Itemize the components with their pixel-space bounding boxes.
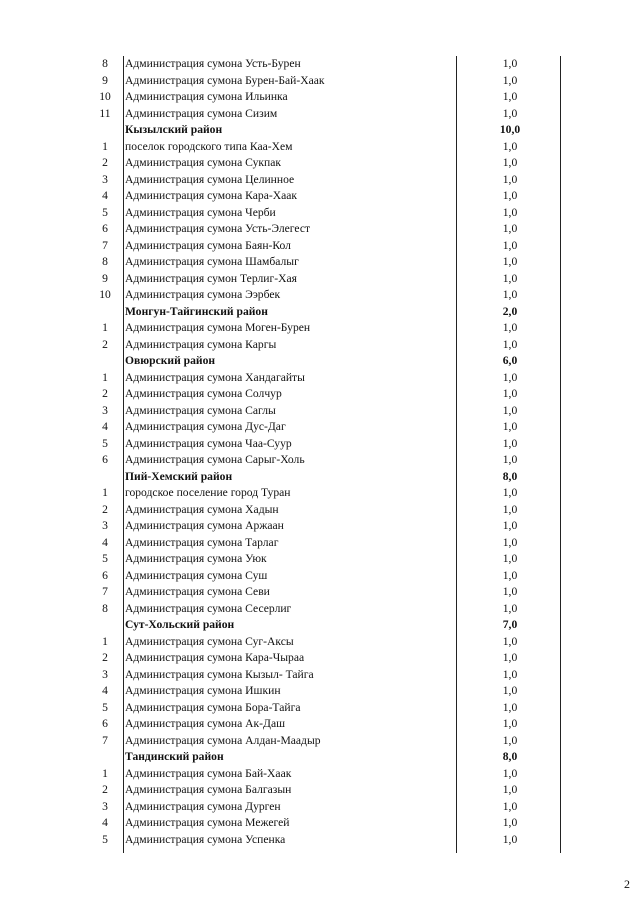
row-number: 1 xyxy=(102,766,108,780)
administration-name: Администрация сумона Севи xyxy=(125,585,270,598)
administration-name: Администрация сумона Дус-Даг xyxy=(125,420,286,433)
table-row xyxy=(88,568,562,585)
district-row xyxy=(88,304,562,321)
row-number: 9 xyxy=(102,73,108,87)
administration-name: Администрация сумона Хадын xyxy=(125,502,279,516)
administration-name: Администрация сумона Суг-Аксы xyxy=(125,634,294,648)
administration-name: Администрация сумон Терлиг-Хая xyxy=(125,271,297,285)
district-name: Пий-Хемский район xyxy=(125,469,233,483)
row-value: 1,0 xyxy=(502,436,518,450)
administration-name: Администрация сумона Усть-Элегест xyxy=(125,222,311,235)
table-row xyxy=(88,766,562,783)
row-number: 5 xyxy=(102,700,108,714)
row-value: 1,0 xyxy=(502,255,518,268)
table-row xyxy=(88,452,562,469)
administration-name: Администрация сумона Ишкин xyxy=(125,684,281,697)
table-row xyxy=(88,238,562,255)
district-name: Тандинский район xyxy=(125,750,224,763)
row-value: 1,0 xyxy=(502,139,518,153)
row-number: 3 xyxy=(102,799,108,813)
row-value: 1,0 xyxy=(502,73,518,87)
table-row xyxy=(88,584,562,601)
row-number: 8 xyxy=(102,601,108,615)
table-body xyxy=(88,56,562,848)
administration-name: Администрация сумона Ильинка xyxy=(125,90,288,103)
district-total: 10,0 xyxy=(499,123,521,136)
table-row xyxy=(88,56,562,73)
row-number: 1 xyxy=(102,139,108,153)
administration-name: Администрация сумона Суш xyxy=(125,568,268,582)
administration-name: Администрация сумона Кара-Чыраа xyxy=(125,651,305,664)
table-row xyxy=(88,403,562,420)
table-row xyxy=(88,139,562,156)
administration-name: Администрация сумона Хандагайты xyxy=(125,370,305,384)
table-row xyxy=(88,419,562,436)
row-number: 6 xyxy=(102,717,108,730)
administration-name: Администрация сумона Усть-Бурен xyxy=(125,57,301,70)
administration-name: Администрация сумона Каргы xyxy=(125,337,277,351)
allocation-table xyxy=(88,56,562,848)
administration-name: Администрация сумона Солчур xyxy=(125,387,282,400)
district-name: Монгун-Тайгинский район xyxy=(125,304,268,318)
row-number: 6 xyxy=(102,222,108,235)
row-number: 3 xyxy=(102,667,108,681)
district-total: 7,0 xyxy=(502,618,518,631)
row-number: 2 xyxy=(102,783,108,796)
table-row xyxy=(88,650,562,667)
administration-name: Администрация сумона Сесерлиг xyxy=(125,601,292,615)
row-number: 6 xyxy=(102,568,108,582)
row-value: 1,0 xyxy=(502,222,518,235)
row-value: 1,0 xyxy=(502,486,518,499)
table-row xyxy=(88,436,562,453)
row-value: 1,0 xyxy=(502,651,518,664)
table-row xyxy=(88,155,562,172)
row-number: 1 xyxy=(102,321,108,334)
district-name: Кызылский район xyxy=(125,123,223,136)
row-value: 1,0 xyxy=(502,288,518,301)
table-row xyxy=(88,320,562,337)
row-number: 8 xyxy=(102,57,108,70)
row-value: 1,0 xyxy=(502,519,518,532)
row-number: 3 xyxy=(102,519,108,532)
row-value: 1,0 xyxy=(502,667,518,681)
row-value: 1,0 xyxy=(502,321,518,334)
administration-name: Администрация сумона Ээрбек xyxy=(125,288,281,301)
table-row xyxy=(88,535,562,552)
administration-name: Администрация сумона Кара-Хаак xyxy=(125,189,298,202)
table-row xyxy=(88,73,562,90)
row-value: 1,0 xyxy=(502,90,518,103)
row-number: 4 xyxy=(102,420,108,433)
administration-name: Администрация сумона Бурен-Бай-Хаак xyxy=(125,73,325,87)
table-row xyxy=(88,733,562,750)
row-number: 2 xyxy=(102,337,108,351)
district-total: 2,0 xyxy=(502,304,518,318)
administration-name: Администрация сумона Дурген xyxy=(125,799,281,813)
district-row xyxy=(88,353,562,370)
table-row xyxy=(88,188,562,205)
table-row xyxy=(88,386,562,403)
administration-name: Администрация сумона Алдан-Маадыр xyxy=(125,733,321,747)
row-value: 1,0 xyxy=(502,700,518,714)
row-number: 5 xyxy=(102,832,108,846)
district-row xyxy=(88,122,562,139)
administration-name: Администрация сумона Баян-Кол xyxy=(125,238,291,252)
administration-name: Администрация сумона Бай-Хаак xyxy=(125,766,292,780)
row-number: 1 xyxy=(102,634,108,648)
district-name: Сут-Хольский район xyxy=(125,618,235,631)
row-number: 1 xyxy=(102,486,108,499)
row-value: 1,0 xyxy=(502,684,518,697)
administration-name: Администрация сумона Саглы xyxy=(125,403,276,417)
administration-name: Администрация сумона Тарлаг xyxy=(125,535,279,549)
row-number: 7 xyxy=(102,733,108,747)
administration-name: Администрация сумона Ак-Даш xyxy=(125,717,286,730)
table-row xyxy=(88,832,562,849)
row-value: 1,0 xyxy=(502,783,518,796)
administration-name: Администрация сумона Чаа-Суур xyxy=(125,436,292,450)
row-value: 1,0 xyxy=(502,271,518,285)
row-number: 2 xyxy=(102,156,108,169)
row-value: 1,0 xyxy=(502,832,518,846)
page-number: 2 xyxy=(624,877,630,891)
administration-name: Администрация сумона Успенка xyxy=(125,832,286,846)
row-value: 1,0 xyxy=(502,420,518,433)
table-row xyxy=(88,254,562,271)
row-value: 1,0 xyxy=(502,453,518,466)
administration-name: Администрация сумона Сукпак xyxy=(125,156,282,169)
district-total: 8,0 xyxy=(502,750,518,763)
table-row xyxy=(88,485,562,502)
table-row xyxy=(88,634,562,651)
row-number: 2 xyxy=(102,387,108,400)
administration-name: поселок городского типа Каа-Хем xyxy=(125,139,293,153)
table-row xyxy=(88,106,562,123)
row-value: 1,0 xyxy=(502,733,518,747)
administration-name: Администрация сумона Кызыл- Тайга xyxy=(125,667,314,681)
district-name: Овюрский район xyxy=(125,354,216,367)
table-row xyxy=(88,683,562,700)
table-row xyxy=(88,551,562,568)
row-value: 1,0 xyxy=(502,189,518,202)
table-row xyxy=(88,89,562,106)
table-row xyxy=(88,815,562,832)
table-row xyxy=(88,782,562,799)
row-number: 1 xyxy=(102,370,108,384)
row-value: 1,0 xyxy=(502,205,518,219)
table-row xyxy=(88,172,562,189)
table-row xyxy=(88,370,562,387)
administration-name: Администрация сумона Аржаан xyxy=(125,519,284,532)
row-value: 1,0 xyxy=(502,370,518,384)
row-value: 1,0 xyxy=(502,238,518,252)
row-number: 4 xyxy=(102,189,108,202)
administration-name: городское поселение город Туран xyxy=(125,486,291,499)
table-row xyxy=(88,271,562,288)
row-number: 8 xyxy=(102,255,108,268)
row-value: 1,0 xyxy=(502,57,518,70)
table-row xyxy=(88,518,562,535)
administration-name: Администрация сумона Шамбалыг xyxy=(125,255,299,268)
row-value: 1,0 xyxy=(502,403,518,417)
row-number: 7 xyxy=(102,238,108,252)
row-value: 1,0 xyxy=(502,799,518,813)
row-value: 1,0 xyxy=(502,337,518,351)
row-number: 10 xyxy=(99,90,111,103)
district-row xyxy=(88,469,562,486)
table-row xyxy=(88,502,562,519)
row-number: 5 xyxy=(102,205,108,219)
row-value: 1,0 xyxy=(502,816,518,829)
row-value: 1,0 xyxy=(502,585,518,598)
row-number: 5 xyxy=(102,436,108,450)
administration-name: Администрация сумона Сарыг-Холь xyxy=(125,453,305,466)
row-number: 4 xyxy=(102,535,108,549)
row-value: 1,0 xyxy=(502,106,518,120)
table-row xyxy=(88,221,562,238)
row-number: 4 xyxy=(102,816,108,829)
row-number: 5 xyxy=(102,552,108,565)
row-value: 1,0 xyxy=(502,634,518,648)
district-row xyxy=(88,617,562,634)
administration-name: Администрация сумона Балгазын xyxy=(125,783,292,796)
row-number: 3 xyxy=(102,403,108,417)
row-value: 1,0 xyxy=(502,601,518,615)
table-row xyxy=(88,287,562,304)
row-value: 1,0 xyxy=(502,172,518,186)
administration-name: Администрация сумона Моген-Бурен xyxy=(125,321,311,334)
table-row xyxy=(88,716,562,733)
district-total: 6,0 xyxy=(502,354,518,367)
row-value: 1,0 xyxy=(502,766,518,780)
row-value: 1,0 xyxy=(502,552,518,565)
row-value: 1,0 xyxy=(502,502,518,516)
row-value: 1,0 xyxy=(502,717,518,730)
table-row xyxy=(88,601,562,618)
row-value: 1,0 xyxy=(502,568,518,582)
row-number: 2 xyxy=(102,502,108,516)
district-row xyxy=(88,749,562,766)
table-row xyxy=(88,667,562,684)
row-value: 1,0 xyxy=(502,535,518,549)
row-number: 4 xyxy=(102,684,108,697)
administration-name: Администрация сумона Черби xyxy=(125,205,276,219)
table-row xyxy=(88,337,562,354)
table-row xyxy=(88,799,562,816)
row-number: 7 xyxy=(102,585,108,598)
row-number: 6 xyxy=(102,453,108,466)
row-number: 10 xyxy=(99,288,111,301)
administration-name: Администрация сумона Целинное xyxy=(125,172,295,186)
row-value: 1,0 xyxy=(502,156,518,169)
administration-name: Администрация сумона Сизим xyxy=(125,106,278,120)
row-number: 9 xyxy=(102,271,108,285)
table-row xyxy=(88,205,562,222)
administration-name: Администрация сумона Бора-Тайга xyxy=(125,700,301,714)
row-value: 1,0 xyxy=(502,387,518,400)
administration-name: Администрация сумона Уюк xyxy=(125,552,267,565)
row-number: 2 xyxy=(102,651,108,664)
table-row xyxy=(88,700,562,717)
district-total: 8,0 xyxy=(502,469,518,483)
administration-name: Администрация сумона Межегей xyxy=(125,816,290,829)
row-number: 3 xyxy=(102,172,108,186)
row-number: 11 xyxy=(99,106,111,120)
